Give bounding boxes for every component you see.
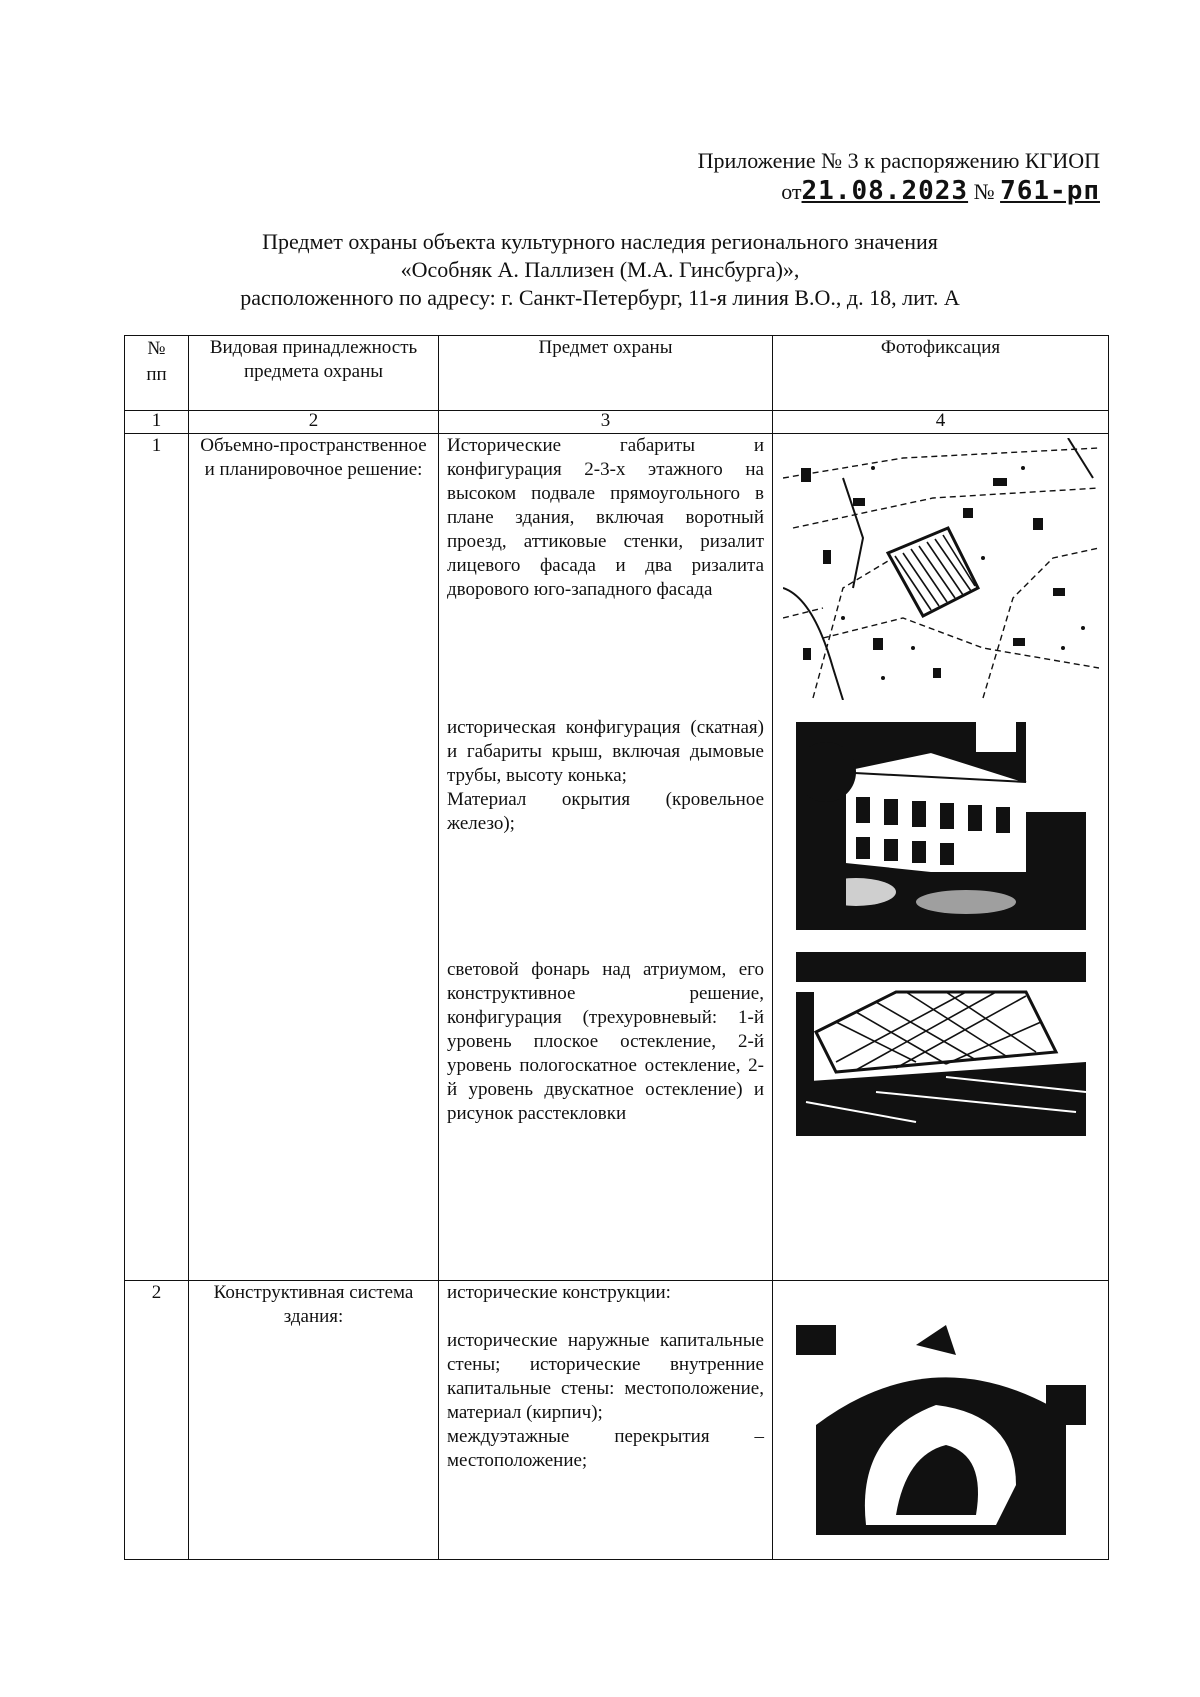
col-number-1: 1 [125,411,189,434]
building-photo [796,722,1086,930]
order-date-number [640,177,1100,206]
site-plan-image [783,438,1099,700]
row-number: 2 [125,1281,189,1560]
appendix-header [640,147,1100,206]
document-title [160,228,1040,312]
header-type: Видовая принадлежность предмета охраны [189,336,439,411]
appendix-line: Приложение № 3 к распоряжению КГИОП [697,148,1100,173]
skylight-photo [796,952,1086,1136]
vault-photo [796,1325,1086,1535]
subject-item: Исторические габариты и конфигурация 2-3-х этажного на высоком подвале прямоугольного в плане здания, включая воротный проезд, аттиковые стенки, ризалит лицевого фасада и два ризалита дворового юго-западного фасада [447,435,764,600]
row-photo-cell [773,434,1109,1281]
header-photo: Фотофиксация [773,336,1109,411]
subject-item: световой фонарь над атриумом, его конструктивное решение, конфигурация (трехуровневый: 1-й уровень плоское остекление, 2-й уровень пологоскатное остекление, 2-й уровень двускатное остекление) и рисунок расстекловки [447,959,764,1124]
row-subject-cell [439,1281,773,1560]
row-photo-cell [773,1281,1109,1560]
col-number-3: 3 [439,411,773,434]
subject-item: исторические наружные капитальные стены; исторические внутренние капитальные стены: местоположение, материал (кирпич); [447,1330,764,1423]
order-date: 21.08.2023 [801,176,969,206]
row-subject-cell [439,434,773,1281]
title-line-3: расположенного по адресу: г. Санкт-Петербург, 11-я линия В.О., д. 18, лит. А [240,285,960,310]
subject-item: историческая конфигурация (скатная) и габариты крыш, включая дымовые трубы, высоту конька; [447,717,764,786]
title-line-1: Предмет охраны объекта культурного наследия регионального значения [262,229,938,254]
header-subject: Предмет охраны [439,336,773,411]
date-prefix: от [781,179,802,204]
column-number-row [125,411,1109,434]
subject-item: междуэтажные перекрытия – местоположение; [447,1426,764,1471]
row-number: 1 [125,434,189,1281]
subject-item: исторические конструкции: [447,1282,671,1303]
subject-block [439,716,772,958]
row-type: Объемно-пространственное и планировочное решение: [189,434,439,1281]
table-header-row [125,336,1109,411]
subject-block [439,434,772,716]
subject-block [439,958,772,1126]
protection-subject-table [124,335,1109,1560]
row-type: Конструктивная система здания: [189,1281,439,1560]
table-row [125,1281,1109,1560]
subject-item: Материал окрытия (кровельное железо); [447,789,764,834]
header-no: № пп [125,336,189,411]
col-number-2: 2 [189,411,439,434]
number-prefix: № [973,179,995,204]
col-number-4: 4 [773,411,1109,434]
table-row [125,434,1109,1281]
title-line-2: «Особняк А. Паллизен (М.А. Гинсбурга)», [400,257,800,282]
order-number: 761-рп [1000,176,1100,206]
